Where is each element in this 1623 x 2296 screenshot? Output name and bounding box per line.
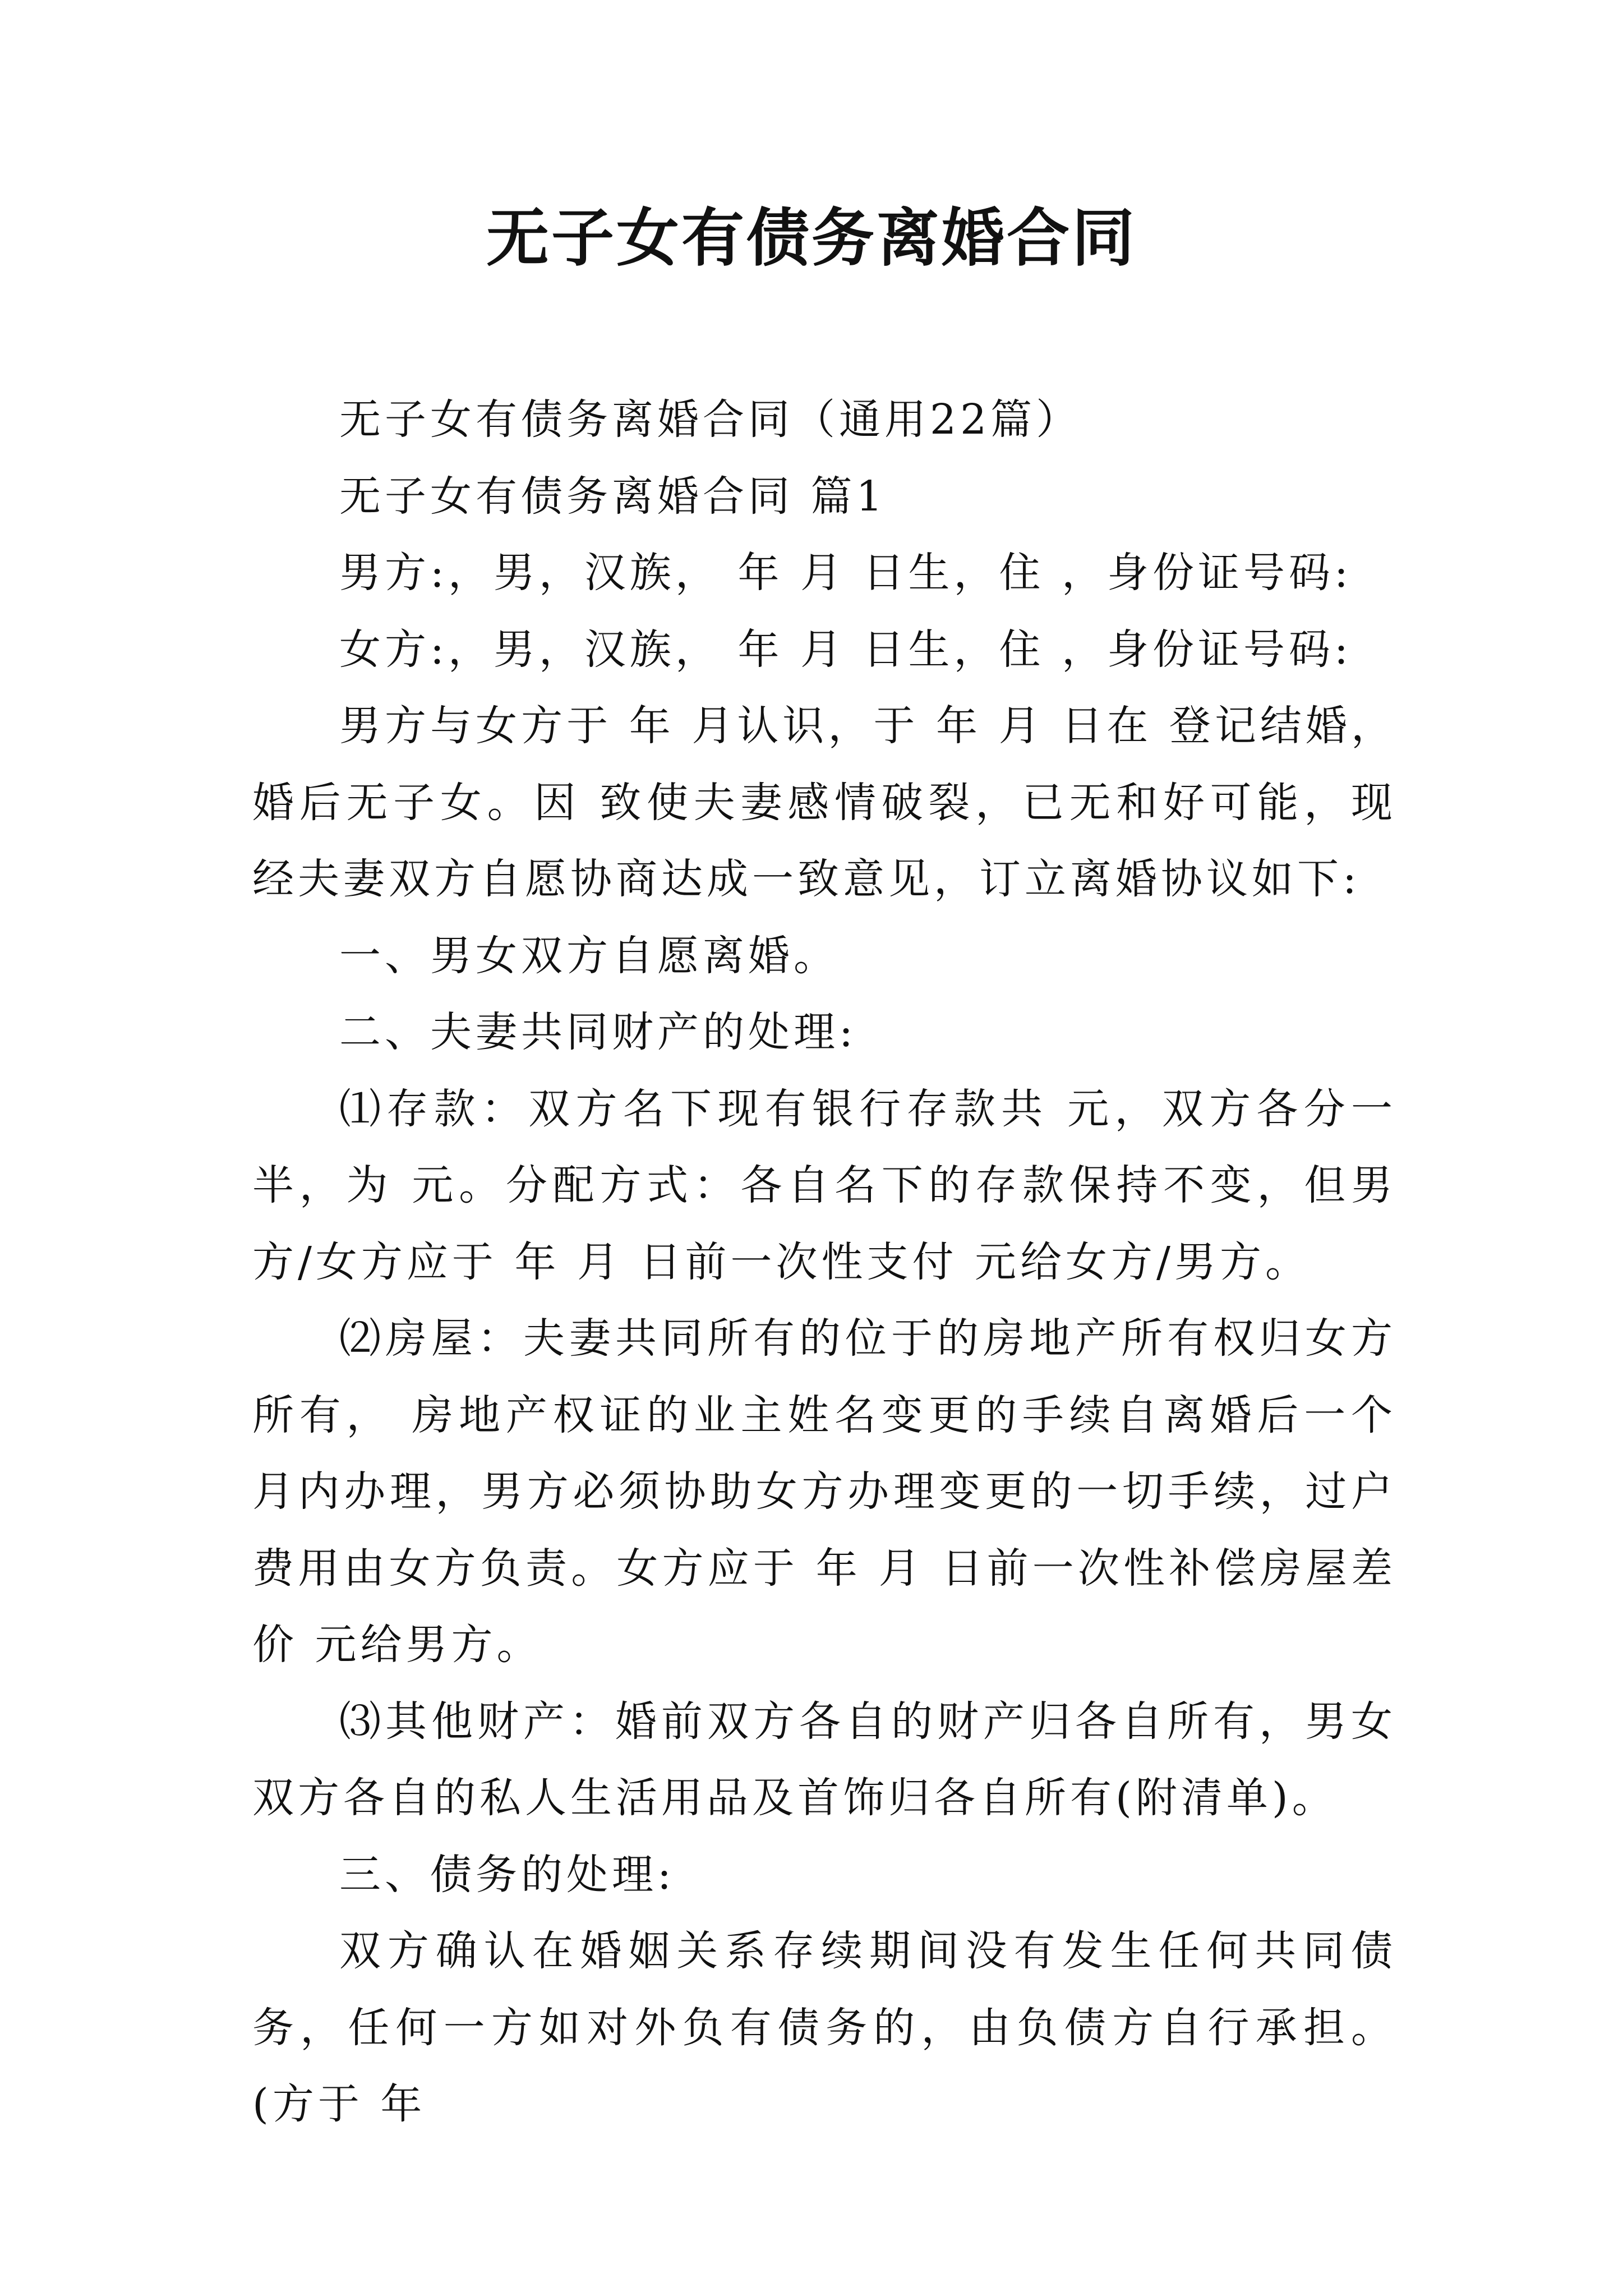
paragraph-subtitle: 无子女有债务离婚合同（通用22篇） — [339, 395, 1082, 444]
paragraph-debts: 双方确认在婚姻关系存续期间没有发生任何共同债务，任何一方如对外负有债务的，由负债方自行承担。(方于 年 — [252, 1927, 1396, 2128]
document-title: 无子女有债务离婚合同 — [486, 201, 1137, 275]
paragraph-female-party: 女方:，男，汉族， 年 月 日生，住 ，身份证号码: — [339, 625, 1352, 674]
paragraph-clause-2: 二、夫妻共同财产的处理: — [339, 1008, 857, 1056]
paragraph-clause-1: 一、男女双方自愿离婚。 — [339, 931, 839, 980]
paragraph-other-property: ⑶其他财产：婚前双方各自的财产归各自所有，男女双方各自的私人生活用品及首饰归各自所有(附清单)。 — [252, 1697, 1396, 1822]
paragraph-clause-3: 三、债务的处理: — [339, 1850, 675, 1899]
paragraph-deposits: ⑴存款：双方名下现有银行存款共 元，双方各分一半，为 元。分配方式：各自名下的存款保持不变，但男方/女方应于 年 月 日前一次性支付 元给女方/男方。 — [252, 1084, 1396, 1286]
paragraph-section-heading: 无子女有债务离婚合同 篇1 — [339, 472, 887, 521]
paragraph-marriage-background: 男方与女方于 年 月认识，于 年 月 日在 登记结婚，婚后无子女。因 致使夫妻感情破裂，已无和好可能，现经夫妻双方自愿协商达成一致意见，订立离婚协议如下: — [252, 702, 1396, 903]
paragraph-house: ⑵房屋：夫妻共同所有的位于的房地产所有权归女方所有， 房地产权证的业主姓名变更的手续自离婚后一个月内办理，男方必须协助女方办理变更的一切手续，过户费用由女方负责。女方应于 年 月 日前一次性补偿房屋差价 元给男方。 — [252, 1314, 1396, 1669]
document-body — [252, 381, 1396, 2143]
paragraph-male-party: 男方:，男，汉族， 年 月 日生，住 ，身份证号码: — [339, 549, 1352, 597]
